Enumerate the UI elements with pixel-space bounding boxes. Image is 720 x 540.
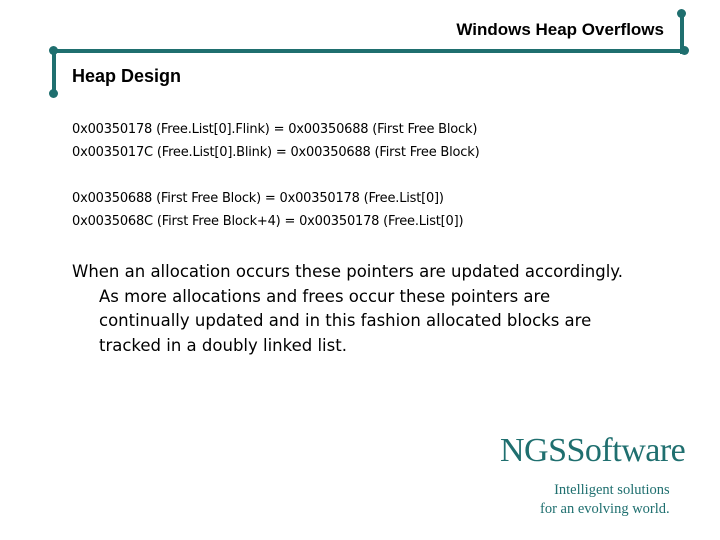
paragraph-line-4: tracked in a doubly linked list. bbox=[99, 335, 347, 355]
pointer-line-first-free-plus4: 0x0035068C (First Free Block+4) = 0x00350178 (Free.List[0]) bbox=[72, 214, 464, 229]
frame-top-rule bbox=[53, 49, 686, 53]
frame-dot-right-end bbox=[680, 46, 689, 55]
pointer-block-freelist bbox=[72, 118, 479, 164]
explanation-paragraph bbox=[72, 260, 672, 358]
brand-tagline bbox=[540, 481, 670, 519]
paragraph-line-1: When an allocation occurs these pointers are updated accordingly. bbox=[72, 262, 623, 281]
brand-logo: NGSSoftware bbox=[500, 432, 686, 469]
section-heading: Heap Design bbox=[72, 66, 182, 86]
brand-tagline-line-2: for an evolving world. bbox=[540, 501, 670, 517]
pointer-line-flink: 0x00350178 (Free.List[0].Flink) = 0x00350688 (First Free Block) bbox=[72, 122, 478, 137]
paragraph-line-2: As more allocations and frees occur these pointers are bbox=[99, 286, 551, 306]
frame-dot-top-right bbox=[677, 9, 686, 18]
slide-title: Windows Heap Overflows bbox=[456, 20, 664, 39]
pointer-line-first-free: 0x00350688 (First Free Block) = 0x00350178 (Free.List[0]) bbox=[72, 191, 444, 206]
frame-dot-left-bottom bbox=[49, 89, 58, 98]
pointer-line-blink: 0x0035017C (Free.List[0].Blink) = 0x00350688 (First Free Block) bbox=[72, 145, 480, 160]
brand-tagline-line-1: Intelligent solutions bbox=[554, 482, 670, 498]
paragraph-line-3: continually updated and in this fashion allocated blocks are bbox=[99, 311, 592, 330]
pointer-block-first-free bbox=[72, 187, 463, 233]
